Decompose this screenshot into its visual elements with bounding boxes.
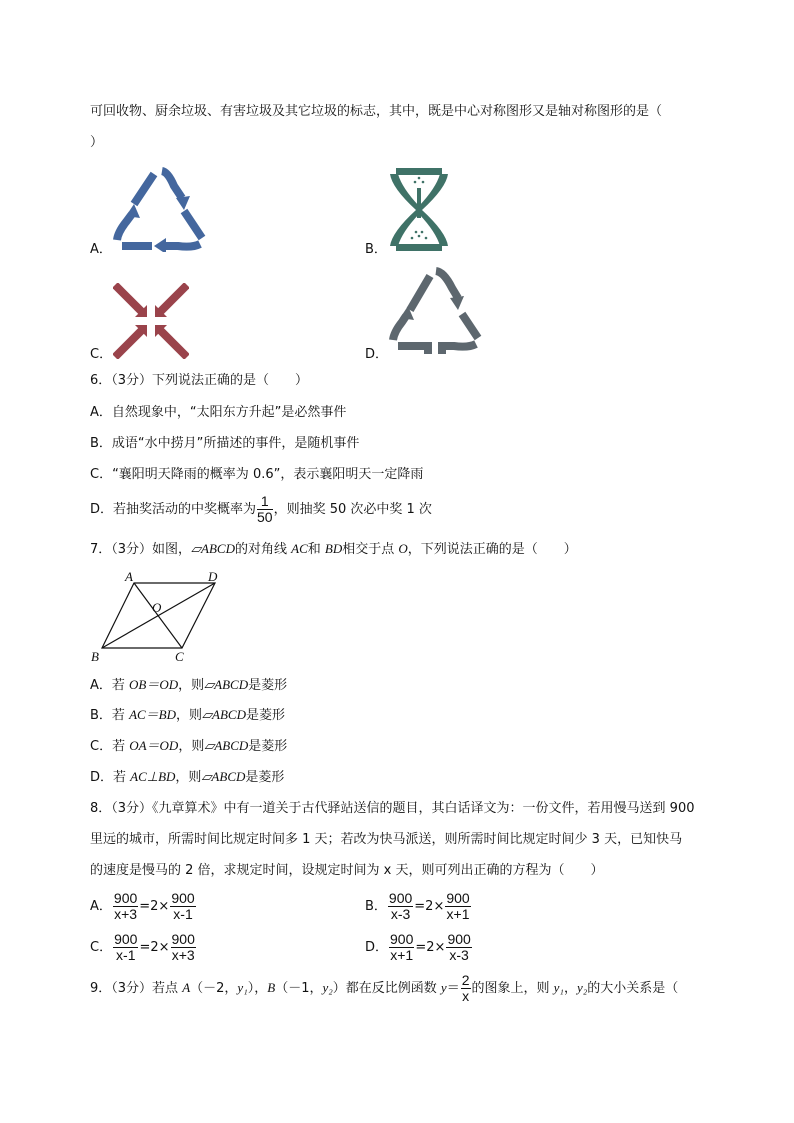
q8-stem-line3: 的速度是慢马的 2 倍，求规定时间，设规定时间为 x 天，则可列出正确的方程为（ ） xyxy=(90,863,604,878)
n: 900 xyxy=(171,890,195,906)
t: A．若 xyxy=(90,678,130,693)
m: ▱ABCD xyxy=(204,738,249,753)
q6-option-c: C．“襄阳明天降雨的概率为 0.6”，表示襄阳明天一定降雨 xyxy=(90,467,424,482)
q8-option-d xyxy=(365,931,473,965)
q6-option-d-text: D．若抽奖活动的中奖概率为 xyxy=(90,502,257,517)
n: 900 xyxy=(114,931,138,947)
t: ，则 xyxy=(178,739,205,754)
t: =2× xyxy=(415,940,446,955)
text: 7．（3分）如图， xyxy=(90,542,192,557)
vertex-label-a: A xyxy=(125,569,133,584)
t: （－2， xyxy=(190,981,238,996)
d: x-1 xyxy=(173,906,193,922)
q7-stem xyxy=(90,541,577,558)
hourglass-icon xyxy=(388,166,450,254)
t: C． xyxy=(90,940,113,955)
t: D． xyxy=(365,940,389,955)
t: ）都在反比例函数 xyxy=(332,981,441,996)
m: y₂ xyxy=(576,980,588,995)
q5-stem: 可回收物、厨余垃圾、有害垃圾及其它垃圾的标志，其中，既是中心对称图形又是轴对称图形的是（ xyxy=(90,104,663,119)
q7-option-d xyxy=(90,769,284,786)
m: y₂ xyxy=(322,980,333,995)
n: 900 xyxy=(446,890,470,906)
m: AC＝BD xyxy=(129,707,177,722)
q6-option-d-text-end: ，则抽奖 50 次必中奖 1 次 xyxy=(273,502,432,517)
text: ，下列说法正确的是（ ） xyxy=(407,542,577,557)
q6-option-a: A．自然现象中，“太阳东方升起”是必然事件 xyxy=(90,405,347,420)
t: B．若 xyxy=(90,708,130,723)
text: 相交于点 xyxy=(342,542,399,557)
d: x+3 xyxy=(114,906,138,922)
fraction xyxy=(461,973,471,1004)
recycle-triangle-split-icon xyxy=(388,266,482,360)
m: y xyxy=(440,980,447,995)
four-arrows-inward-icon xyxy=(113,283,189,359)
m: ▱ABCD xyxy=(201,769,246,784)
q5-option-d-label: D． xyxy=(365,347,389,362)
q8-option-a xyxy=(90,890,197,924)
q7-option-c xyxy=(90,738,287,755)
math: O xyxy=(398,541,408,556)
q8-stem-line1: 8．（3分）《九章算术》中有一道关于古代驿站送信的题目，其白话译文为：一份文件，若用慢马送到 900 xyxy=(90,801,695,816)
n: 900 xyxy=(171,931,195,947)
t: =2× xyxy=(414,899,445,914)
t: =2× xyxy=(139,940,170,955)
fraction xyxy=(113,932,138,963)
m: OA＝OD xyxy=(129,738,179,753)
t: C．若 xyxy=(90,739,130,754)
n: 900 xyxy=(447,931,471,947)
t: 9．（3分）若点 xyxy=(90,981,183,996)
m: ▱ABCD xyxy=(204,677,249,692)
t: 是菱形 xyxy=(245,708,285,723)
recycle-triangle-icon xyxy=(112,166,208,252)
t: ，则 xyxy=(175,770,202,785)
t: B． xyxy=(365,899,387,914)
t: ）， xyxy=(247,981,268,996)
q5-option-b-label: B． xyxy=(365,242,387,257)
t: 是菱形 xyxy=(248,739,288,754)
text: 和 xyxy=(307,542,325,557)
t: ＝ xyxy=(446,981,460,996)
t: ， xyxy=(563,981,577,996)
point-label-o: O xyxy=(152,600,162,615)
vertex-label-c: C xyxy=(175,649,184,664)
text: 的对角线 xyxy=(235,542,292,557)
q6-option-b: B．成语“水中捞月”所描述的事件，是随机事件 xyxy=(90,436,360,451)
t: ，则 xyxy=(178,678,205,693)
q5-option-c-label: C． xyxy=(90,347,113,362)
m: B xyxy=(267,980,276,995)
parallelogram-figure xyxy=(88,568,228,664)
d: x-1 xyxy=(116,947,136,963)
t: ，则 xyxy=(176,708,203,723)
fraction xyxy=(170,891,195,922)
n: 900 xyxy=(388,890,413,906)
q9-stem xyxy=(90,971,678,1006)
q8-stem-line2: 里远的城市，所需时间比规定时间多 1 天；若改为快马派送，则所需时间比规定时间少 3 天，已知快马 xyxy=(90,832,683,847)
vertex-label-d: D xyxy=(208,569,218,584)
fraction xyxy=(171,932,196,963)
denominator: 50 xyxy=(257,509,273,525)
q7-option-b xyxy=(90,707,285,724)
n: 900 xyxy=(113,890,138,906)
d: x-3 xyxy=(449,947,469,963)
q7-option-a xyxy=(90,677,287,694)
t: 的图象上，则 xyxy=(471,981,554,996)
q8-option-b xyxy=(365,890,472,924)
m: OB＝OD xyxy=(129,677,179,692)
m: A xyxy=(182,980,191,995)
q6-option-d xyxy=(90,494,432,525)
fraction xyxy=(113,891,138,922)
q8-option-c xyxy=(90,931,197,965)
d: x-3 xyxy=(390,906,411,922)
m: AC⊥BD xyxy=(130,769,176,784)
q5-stem-close: ） xyxy=(90,135,104,150)
n: 900 xyxy=(390,931,414,947)
q6-stem: 6．（3分）下列说法正确的是（ ） xyxy=(90,373,309,388)
n: 2 xyxy=(461,972,470,988)
d: x+3 xyxy=(171,947,195,963)
fraction xyxy=(388,891,413,922)
d: x+1 xyxy=(390,947,414,963)
fraction xyxy=(257,494,273,525)
t: 是菱形 xyxy=(248,678,288,693)
t: D．若 xyxy=(90,770,131,785)
fraction xyxy=(445,891,470,922)
m: ▱ABCD xyxy=(202,707,246,722)
t: A． xyxy=(90,899,112,914)
math: BD xyxy=(324,541,343,556)
m: y₁ xyxy=(237,980,248,995)
fraction xyxy=(446,932,471,963)
t: =2× xyxy=(139,899,170,914)
m: y₁ xyxy=(553,980,564,995)
q5-option-a-label: A． xyxy=(90,242,112,257)
t: 是菱形 xyxy=(245,770,285,785)
math: AC xyxy=(291,541,308,556)
math: ▱ABCD xyxy=(191,541,235,556)
t: （－1， xyxy=(275,981,323,996)
t: 的大小关系是（ xyxy=(587,981,679,996)
d: x+1 xyxy=(446,906,470,922)
d: x xyxy=(462,988,470,1004)
numerator: 1 xyxy=(257,494,273,510)
vertex-label-b: B xyxy=(91,649,99,664)
fraction xyxy=(389,932,414,963)
